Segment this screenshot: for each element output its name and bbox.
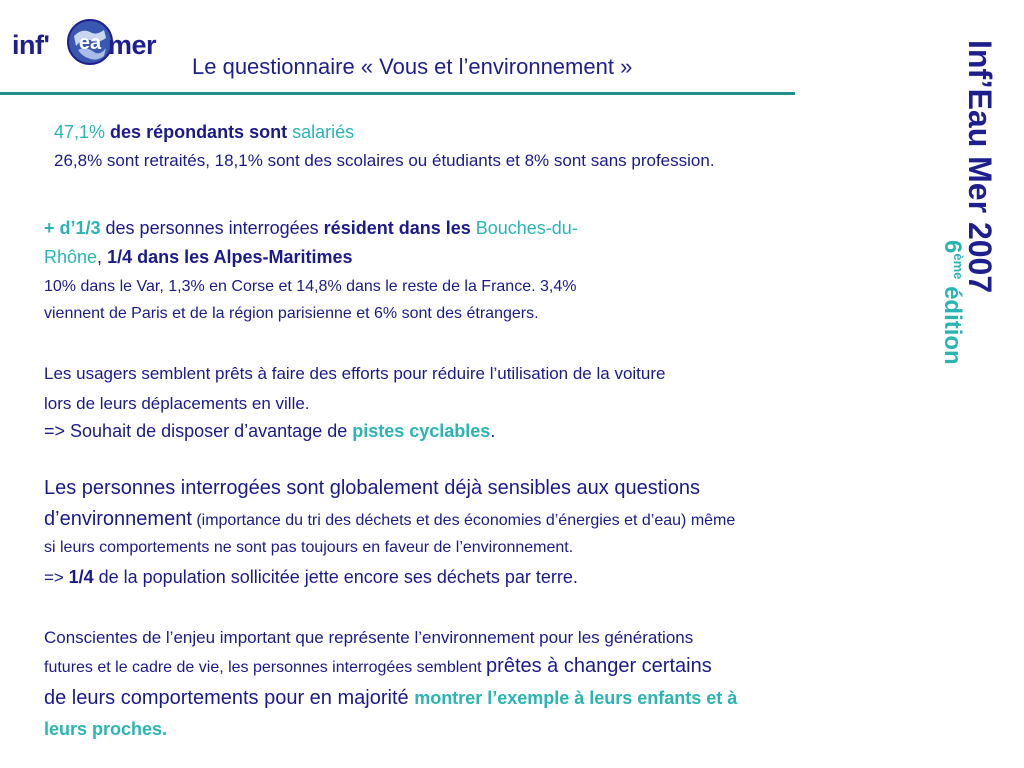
- edition-number: 6: [939, 240, 966, 254]
- block5-line3-b: montrer l’exemple à leurs enfants et à: [414, 688, 738, 708]
- block5-line3: [44, 687, 737, 710]
- block4-line4-c: de la population sollicitée jette encore ses déchets par terre.: [93, 567, 578, 587]
- page-title: Le questionnaire « Vous et l’environnement »: [192, 54, 633, 79]
- block2-c: résident dans les: [323, 218, 471, 238]
- block2-e: Rhône: [44, 247, 98, 267]
- side-title-text: Inf’Eau Mer 2007: [962, 40, 998, 294]
- block3-line3-c: .: [490, 421, 496, 441]
- globe-icon: [66, 18, 114, 66]
- block2-g: 1/4 dans les Alpes-Maritimes: [107, 247, 353, 267]
- block4-line2-b: (importance du tri des déchets et des économies d’énergies et d’eau) même: [191, 512, 736, 529]
- block3-line1: Les usagers semblent prêts à faire des efforts pour réduire l’utilisation de la voiture: [44, 364, 666, 383]
- block3-line2: lors de leurs déplacements en ville.: [44, 394, 310, 413]
- block4-line2-a: d’environnement: [44, 508, 192, 530]
- logo-globe-text: ea: [78, 32, 102, 54]
- block2-line2: [44, 247, 353, 268]
- block3-line3-b: pistes cyclables: [352, 421, 491, 441]
- block4-line4: [44, 567, 578, 588]
- block5-line3-a: de leurs comportements pour en majorité: [44, 687, 415, 709]
- block2-line3: 10% dans le Var, 1,3% en Corse et 14,8% dans le reste de la France. 3,4%: [44, 278, 577, 295]
- block1-line1: [54, 122, 354, 143]
- block3-line3: [44, 421, 495, 442]
- block1-pct: 47,1%: [54, 122, 106, 142]
- edition-word: édition: [939, 286, 966, 365]
- block4-line4-a: =>: [44, 568, 69, 587]
- block2-f: ,: [97, 247, 108, 267]
- block1-mid: des répondants sont: [105, 122, 293, 142]
- block4-line2: [44, 508, 735, 531]
- block2-b: des personnes interrogées: [100, 218, 324, 238]
- block5-line4: leurs proches.: [44, 719, 168, 739]
- side-edition-text: [938, 240, 966, 365]
- side-edition: [932, 240, 966, 410]
- logo-text-right: mer: [108, 30, 157, 60]
- logo: [8, 12, 168, 72]
- block1-line2: 26,8% sont retraités, 18,1% sont des scolaires ou étudiants et 8% sont sans profession.: [54, 151, 715, 170]
- block2-line4: viennent de Paris et de la région parisienne et 6% sont des étrangers.: [44, 305, 539, 322]
- edition-sup: ème: [951, 253, 966, 280]
- header-divider: [0, 92, 795, 95]
- block2-line1: [44, 218, 578, 239]
- block4-line1: Les personnes interrogées sont globalement déjà sensibles aux questions: [44, 477, 700, 499]
- block4-line3: si leurs comportements ne sont pas toujours en faveur de l’environnement.: [44, 539, 574, 556]
- block4-line4-b: 1/4: [68, 567, 94, 587]
- block5-line2-a: futures et le cadre de vie, les personnes interrogées semblent: [44, 659, 487, 676]
- logo-text-left: inf': [12, 30, 50, 60]
- block5-line1: Conscientes de l’enjeu important que représente l’environnement pour les générations: [44, 628, 694, 647]
- block1-word: salariés: [292, 122, 355, 142]
- block5-line2-b: prêtes à changer certains: [486, 655, 712, 677]
- block5-line2: [44, 655, 712, 678]
- block2-a: + d’1/3: [44, 218, 101, 238]
- block3-line3-a: => Souhait de disposer d’avantage de: [44, 421, 353, 441]
- block2-d: Bouches-du-: [470, 218, 578, 238]
